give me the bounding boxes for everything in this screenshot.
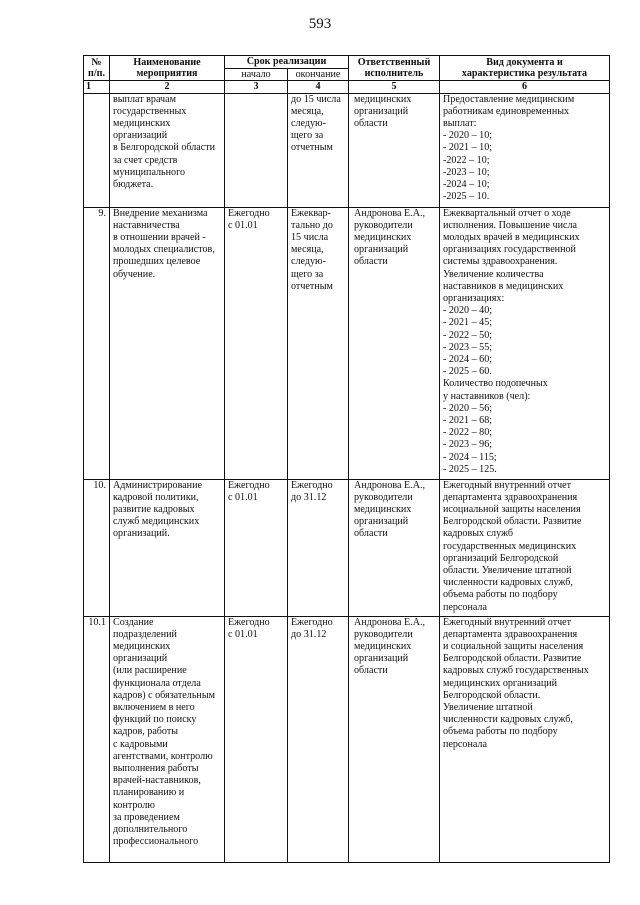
table-row: [84, 207, 610, 479]
column-number-1: 1: [84, 81, 110, 94]
activity-name-line: Создание: [113, 616, 154, 628]
end-date-line: месяца,: [291, 244, 324, 256]
start-date-line: с 01.01: [228, 628, 258, 640]
activity-name: [110, 207, 225, 479]
activity-name-line: кадров, работы: [113, 726, 179, 738]
activity-name-line: служб медицинских: [113, 516, 200, 528]
activity-name-line: Администрирование: [113, 479, 202, 491]
result-description-line: Увеличение количества: [443, 268, 544, 280]
activity-name-line: включением в него: [113, 701, 195, 713]
result-description-line: Количество подопечных: [443, 378, 548, 390]
responsible-executor-line: руководители: [354, 491, 413, 503]
responsible-executor-line: организаций: [354, 244, 409, 256]
end-date-line: месяца,: [291, 105, 324, 117]
result-description-line: у наставников (чел):: [443, 390, 531, 402]
end-date-line: Ежеквар-: [291, 207, 331, 219]
result-description-line: -2024 – 10;: [443, 178, 490, 190]
activity-name-line: медицинских: [113, 640, 171, 652]
result-description-line: - 2024 – 115;: [443, 451, 497, 463]
end-date-line: Ежегодно: [291, 479, 333, 491]
end-date-line: Ежегодно: [291, 616, 333, 628]
result-description-line: - 2021 – 68;: [443, 414, 493, 426]
result-description-line: государственных медицинских: [443, 540, 577, 552]
result-description-line: - 2022 – 50;: [443, 329, 493, 341]
activity-name-line: прошедших целевое: [113, 256, 201, 268]
activity-name: [110, 93, 225, 207]
responsible-executor-line: руководители: [354, 219, 413, 231]
responsible-executor-line: организаций: [354, 653, 409, 665]
header-responsible: Ответственный исполнитель: [349, 56, 440, 81]
result-description-line: системы здравоохранения.: [443, 256, 558, 268]
result-description-line: численности кадровых служб,: [443, 577, 573, 589]
header-period: Срок реализации: [225, 56, 349, 69]
activity-name-line: организаций.: [113, 528, 170, 540]
end-date-line: следую-: [291, 117, 326, 129]
activity-name-line: выполнения работы: [113, 762, 199, 774]
result-description-line: медицинских организаций: [443, 677, 558, 689]
responsible-executor: [349, 93, 440, 207]
page-number: 593: [308, 16, 332, 32]
activity-name-line: Внедрение механизма: [113, 207, 208, 219]
responsible-executor-line: Андронова Е.А.,: [354, 616, 426, 628]
end-date: [288, 207, 349, 479]
responsible-executor: [349, 207, 440, 479]
result-description-line: персонала: [443, 601, 487, 613]
start-date: [225, 616, 288, 862]
column-number-2: 2: [110, 81, 225, 94]
result-description: [440, 93, 610, 207]
end-date-line: отчетным: [291, 280, 333, 292]
result-description-line: Белгородской области. Развитие: [443, 653, 582, 665]
result-description-line: - 2020 – 10;: [443, 130, 493, 142]
result-description-line: работникам единовременных: [443, 105, 570, 117]
result-description-line: объема работы по подбору: [443, 726, 558, 738]
responsible-executor-line: области: [354, 528, 388, 540]
responsible-executor-line: Андронова Е.А.,: [354, 479, 426, 491]
responsible-executor-line: медицинских: [354, 231, 412, 243]
activity-name: [110, 616, 225, 862]
activity-name-line: кадров) с обязательным: [113, 689, 215, 701]
result-description-line: -2025 – 10.: [443, 191, 490, 203]
result-description-line: -2022 – 10;: [443, 154, 490, 166]
activity-name-line: кадровой политики,: [113, 491, 199, 503]
result-description-line: области. Увеличение штатной: [443, 564, 572, 576]
start-date: [225, 93, 288, 207]
column-number-3: 3: [225, 81, 288, 94]
result-description-line: молодых врачей в медицинских: [443, 231, 580, 243]
end-date-line: до 31.12: [291, 491, 327, 503]
activity-name-line: контролю: [113, 799, 155, 811]
result-description-line: департамента здравоохранения: [443, 491, 578, 503]
start-date: [225, 207, 288, 479]
responsible-executor-line: области: [354, 117, 388, 129]
start-date-line: Ежегодно: [228, 207, 270, 219]
activity-name-line: наставничества: [113, 219, 180, 231]
activity-name-line: обучение.: [113, 268, 156, 280]
end-date-line: до 31.12: [291, 628, 327, 640]
result-description: [440, 616, 610, 862]
activity-name-line: развитие кадровых: [113, 503, 195, 515]
result-description-line: персонала: [443, 738, 487, 750]
activity-name-line: планированию и: [113, 787, 185, 799]
result-description-line: наставников в медицинских: [443, 280, 564, 292]
activity-name-line: (или расширение: [113, 665, 187, 677]
activity-name-line: выплат врачам: [113, 93, 176, 105]
table-row: [84, 93, 610, 207]
result-description-line: - 2023 – 55;: [443, 341, 493, 353]
end-date: [288, 479, 349, 616]
end-date-line: тально до: [291, 219, 333, 231]
responsible-executor: [349, 479, 440, 616]
responsible-executor-line: медицинских: [354, 503, 412, 515]
activity-name-line: подразделений: [113, 628, 177, 640]
result-description-line: кадровых служб государственных: [443, 665, 589, 677]
activity-name-line: функций по поиску: [113, 714, 197, 726]
header-result: Вид документа и характеристика результата: [440, 56, 610, 81]
result-description-line: - 2024 – 60;: [443, 353, 493, 365]
result-description-line: - 2021 – 10;: [443, 142, 493, 154]
end-date-line: следую-: [291, 256, 326, 268]
result-description-line: Ежегодный внутренний отчет: [443, 479, 572, 491]
end-date: [288, 93, 349, 207]
row-number: [84, 93, 110, 207]
row-number: 10.1: [84, 616, 110, 862]
start-date-line: Ежегодно: [228, 616, 270, 628]
end-date-line: отчетным: [291, 142, 333, 154]
result-description: [440, 207, 610, 479]
result-description-line: исоциальной защиты населения: [443, 503, 581, 515]
activity-name-line: агентствами, контролю: [113, 750, 213, 762]
table-row: [84, 616, 610, 862]
activity-name-line: бюджета.: [113, 178, 154, 190]
activity-name: [110, 479, 225, 616]
activities-table: [83, 55, 610, 863]
activity-name-line: в Белгородской области: [113, 142, 216, 154]
result-description-line: Белгородской области. Развитие: [443, 516, 582, 528]
end-date-line: щего за: [291, 268, 324, 280]
column-number-5: 5: [349, 81, 440, 94]
row-number: 9.: [84, 207, 110, 479]
responsible-executor-line: Андронова Е.А.,: [354, 207, 426, 219]
header-number: № п/п.: [84, 56, 110, 81]
responsible-executor-line: организаций: [354, 516, 409, 528]
result-description-line: - 2020 – 56;: [443, 402, 493, 414]
header-start: начало: [225, 68, 288, 81]
column-number-4: 4: [288, 81, 349, 94]
activity-name-line: в отношении врачей -: [113, 231, 206, 243]
header-end: окончание: [288, 68, 349, 81]
result-description-line: Увеличение штатной: [443, 701, 533, 713]
result-description-line: организациях:: [443, 292, 505, 304]
activity-name-line: функционала отдела: [113, 677, 201, 689]
header-name: Наименование мероприятия: [110, 56, 225, 81]
result-description-line: - 2021 – 45;: [443, 317, 493, 329]
result-description-line: - 2023 – 96;: [443, 439, 493, 451]
result-description-line: - 2025 – 60.: [443, 366, 492, 378]
result-description-line: - 2025 – 125.: [443, 463, 497, 475]
activity-name-line: организаций: [113, 130, 168, 142]
end-date-line: щего за: [291, 130, 324, 142]
activity-name-line: муниципального: [113, 166, 186, 178]
responsible-executor-line: области: [354, 256, 388, 268]
result-description-line: Ежеквартальный отчет о ходе: [443, 207, 571, 219]
activity-name-line: за счет средств: [113, 154, 178, 166]
responsible-executor-line: руководители: [354, 628, 413, 640]
start-date-line: Ежегодно: [228, 479, 270, 491]
activity-name-line: организаций: [113, 653, 168, 665]
result-description-line: - 2022 – 80;: [443, 427, 493, 439]
activity-name-line: за проведением: [113, 811, 180, 823]
responsible-executor-line: области: [354, 665, 388, 677]
end-date: [288, 616, 349, 862]
responsible-executor: [349, 616, 440, 862]
activity-name-line: молодых специалистов,: [113, 244, 215, 256]
activity-name-line: дополнительного: [113, 823, 188, 835]
end-date-line: до 15 числа: [291, 93, 341, 105]
row-number: 10.: [84, 479, 110, 616]
activity-name-line: государственных: [113, 105, 187, 117]
activity-name-line: с кадровыми: [113, 738, 168, 750]
activity-name-line: врачей-наставников,: [113, 775, 201, 787]
column-number-6: 6: [440, 81, 610, 94]
result-description-line: Предоставление медицинским: [443, 93, 575, 105]
result-description-line: Ежегодный внутренний отчет: [443, 616, 572, 628]
result-description-line: Белгородской области.: [443, 689, 541, 701]
start-date-line: с 01.01: [228, 491, 258, 503]
activity-name-line: медицинских: [113, 117, 171, 129]
result-description-line: исполнения. Повышение числа: [443, 219, 578, 231]
table-row: [84, 479, 610, 616]
activity-name-line: профессионального: [113, 836, 199, 848]
end-date-line: 15 числа: [291, 231, 329, 243]
result-description-line: организаций Белгородской: [443, 552, 559, 564]
result-description: [440, 479, 610, 616]
responsible-executor-line: организаций: [354, 105, 409, 117]
responsible-executor-line: медицинских: [354, 640, 412, 652]
result-description-line: - 2020 – 40;: [443, 305, 493, 317]
result-description-line: выплат:: [443, 117, 477, 129]
responsible-executor-line: медицинских: [354, 93, 412, 105]
start-date: [225, 479, 288, 616]
result-description-line: и социальной защиты населения: [443, 640, 584, 652]
start-date-line: с 01.01: [228, 219, 258, 231]
result-description-line: численности кадровых служб,: [443, 714, 573, 726]
result-description-line: департамента здравоохранения: [443, 628, 578, 640]
result-description-line: организациях государственной: [443, 244, 576, 256]
result-description-line: -2023 – 10;: [443, 166, 490, 178]
result-description-line: кадровых служб: [443, 528, 513, 540]
result-description-line: объема работы по подбору: [443, 589, 558, 601]
